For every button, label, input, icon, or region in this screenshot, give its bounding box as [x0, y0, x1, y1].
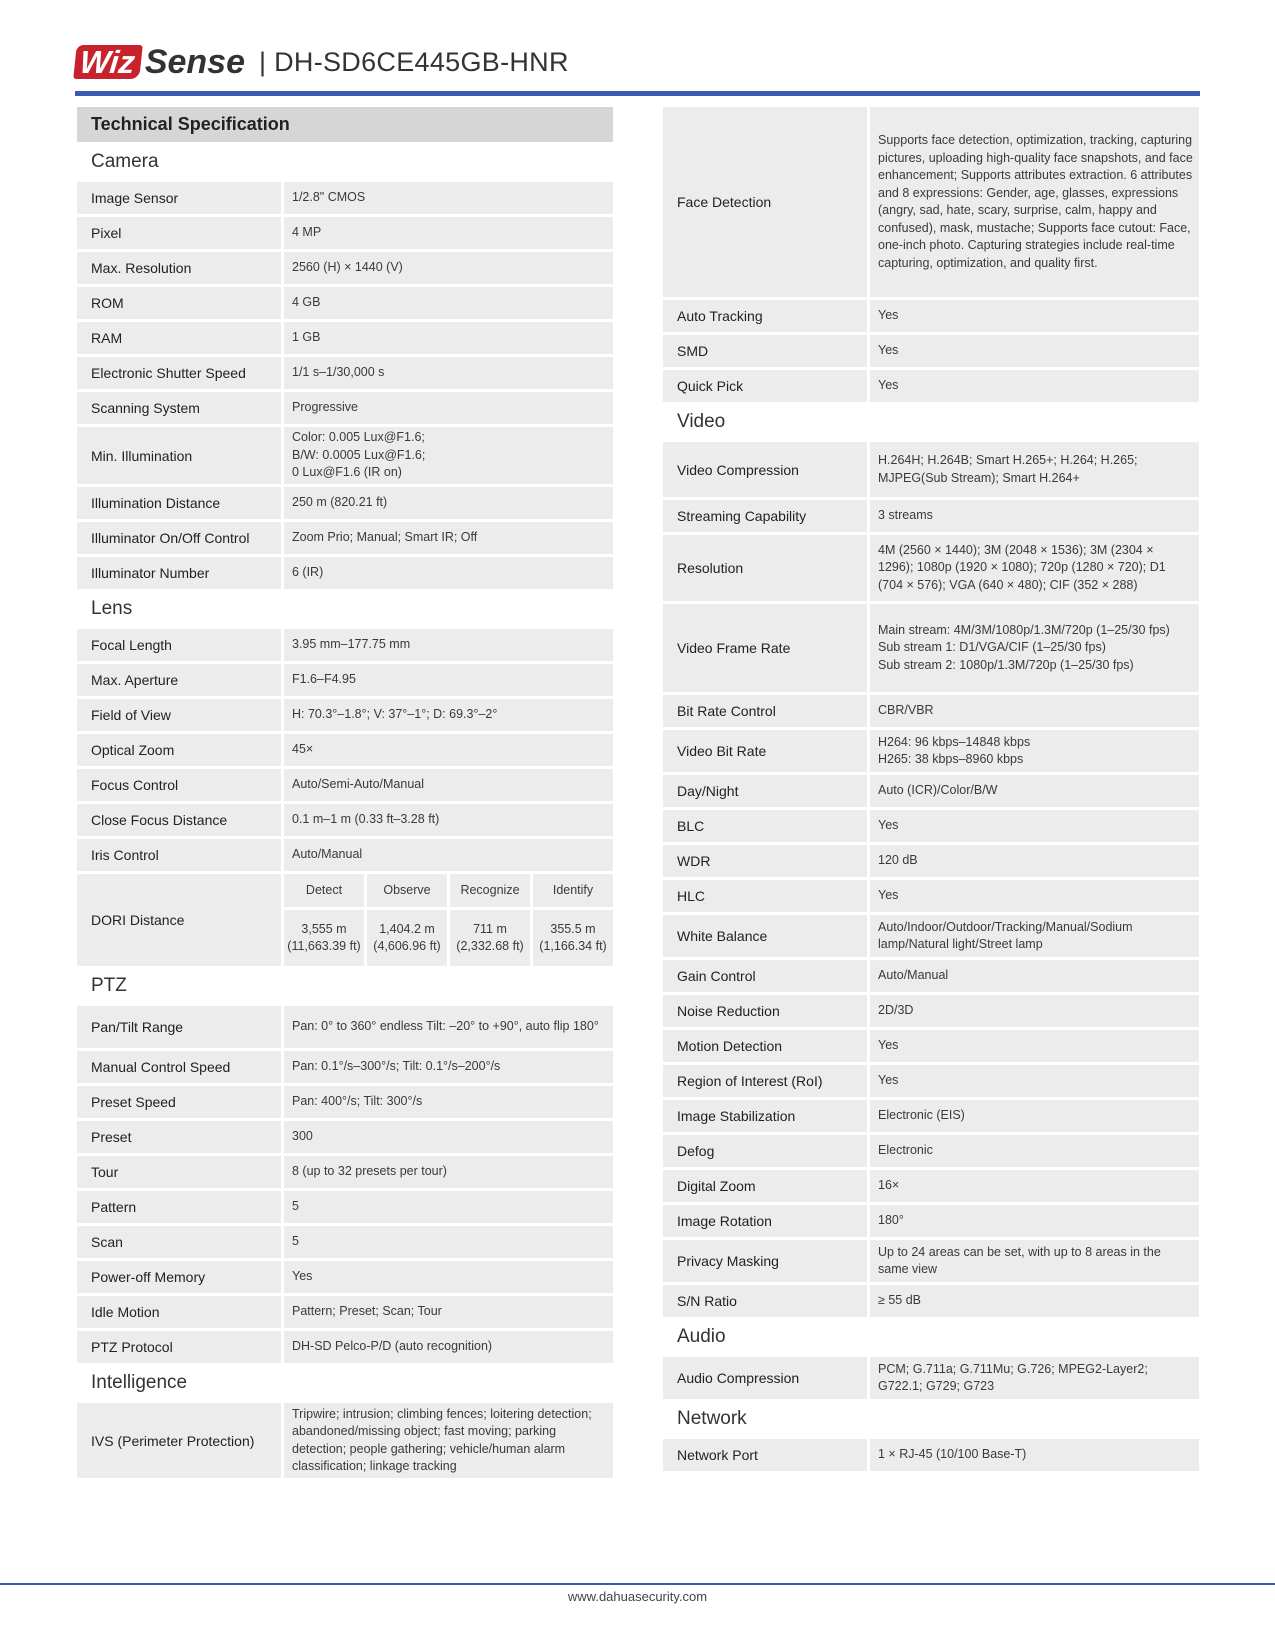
spec-label: White Balance — [663, 915, 867, 957]
spec-label: Max. Resolution — [77, 252, 281, 284]
spec-row — [77, 487, 613, 519]
spec-row — [77, 522, 613, 554]
model-number: | DH-SD6CE445GB-HNR — [259, 46, 569, 77]
spec-label: IVS (Perimeter Protection) — [77, 1403, 281, 1478]
spec-row — [77, 427, 613, 484]
dori-value: 1,404.2 m (4,606.96 ft) — [367, 910, 447, 966]
spec-label: Video Compression — [663, 442, 867, 497]
spec-value: 4M (2560 × 1440); 3M (2048 × 1536); 3M (2304 × 1296); 1080p (1920 × 1080); 720p (1280 × 720); D1 (704 × 576); VGA (640 × 480); CIF (352 × 288) — [870, 535, 1199, 601]
spec-row — [77, 1331, 613, 1363]
spec-value: 45× — [284, 734, 613, 766]
spec-value: Yes — [284, 1261, 613, 1293]
spec-row — [663, 960, 1199, 992]
spec-value: 1 × RJ-45 (10/100 Base-T) — [870, 1439, 1199, 1471]
spec-title: Technical Specification — [77, 107, 613, 142]
spec-row — [77, 1086, 613, 1118]
spec-value: CBR/VBR — [870, 695, 1199, 727]
spec-label: Tour — [77, 1156, 281, 1188]
spec-value: Yes — [870, 1030, 1199, 1062]
spec-row — [663, 915, 1199, 957]
spec-row — [77, 252, 613, 284]
spec-value: PCM; G.711a; G.711Mu; G.726; MPEG2-Layer2; G722.1; G729; G723 — [870, 1357, 1199, 1399]
spec-value: 5 — [284, 1191, 613, 1223]
spec-label: S/N Ratio — [663, 1285, 867, 1317]
section-heading-ptz: PTZ — [91, 975, 127, 996]
spec-column-right — [663, 107, 1199, 1474]
spec-value: Pan: 0.1°/s–300°/s; Tilt: 0.1°/s–200°/s — [284, 1051, 613, 1083]
spec-row — [663, 810, 1199, 842]
spec-label: Iris Control — [77, 839, 281, 871]
spec-value: Yes — [870, 810, 1199, 842]
spec-row — [77, 1156, 613, 1188]
spec-value: Yes — [870, 1065, 1199, 1097]
spec-row — [77, 392, 613, 424]
spec-label: Preset Speed — [77, 1086, 281, 1118]
dori-header-row — [284, 874, 613, 907]
spec-row — [663, 995, 1199, 1027]
spec-value: H.264H; H.264B; Smart H.265+; H.264; H.265; MJPEG(Sub Stream); Smart H.264+ — [870, 442, 1199, 497]
spec-label: Region of Interest (RoI) — [663, 1065, 867, 1097]
spec-row — [77, 357, 613, 389]
spec-value: 300 — [284, 1121, 613, 1153]
spec-value: Tripwire; intrusion; climbing fences; loitering detection; abandoned/missing object; fast moving; parking detection; people gathering; vehicle/human alarm classification; linkage tracking — [284, 1403, 613, 1478]
section-heading-network: Network — [677, 1408, 747, 1429]
spec-label: Close Focus Distance — [77, 804, 281, 836]
spec-value: Yes — [870, 880, 1199, 912]
spec-label: Network Port — [663, 1439, 867, 1471]
spec-value: 120 dB — [870, 845, 1199, 877]
spec-row — [663, 1135, 1199, 1167]
spec-row — [663, 107, 1199, 297]
spec-row — [663, 370, 1199, 402]
section-heading-intelligence: Intelligence — [91, 1372, 188, 1393]
spec-value: 8 (up to 32 presets per tour) — [284, 1156, 613, 1188]
spec-value: Yes — [870, 300, 1199, 332]
spec-row — [663, 1205, 1199, 1237]
spec-label: Optical Zoom — [77, 734, 281, 766]
spec-column-left — [77, 107, 613, 1481]
spec-value: 16× — [870, 1170, 1199, 1202]
spec-label: HLC — [663, 880, 867, 912]
spec-value: Pan: 0° to 360° endless Tilt: –20° to +90°, auto flip 180° — [284, 1006, 613, 1048]
spec-row — [663, 1170, 1199, 1202]
spec-label: Streaming Capability — [663, 500, 867, 532]
spec-row — [77, 217, 613, 249]
spec-label: Preset — [77, 1121, 281, 1153]
wizsense-logo — [75, 43, 245, 82]
spec-value: Auto/Indoor/Outdoor/Tracking/Manual/Sodium lamp/Natural light/Street lamp — [870, 915, 1199, 957]
spec-value: Electronic (EIS) — [870, 1100, 1199, 1132]
spec-label: Focus Control — [77, 769, 281, 801]
spec-label: Pan/Tilt Range — [77, 1006, 281, 1048]
spec-label: Bit Rate Control — [663, 695, 867, 727]
spec-value: Supports face detection, optimization, tracking, capturing pictures, uploading high-quality face snapshots, and face enhancement; Supports attributes extraction. 6 attributes and 8 expressions: Gender, age, glasses, expressions (angry, sad, hate, scary, surprise, calm, happy and confused), mask, mustache; Supports face cutout: Face, one-inch photo. Capturing strategies include real-time capturing, optimization, and quality first. — [870, 107, 1199, 297]
spec-value: Up to 24 areas can be set, with up to 8 areas in the same view — [870, 1240, 1199, 1282]
spec-label: Video Bit Rate — [663, 730, 867, 772]
spec-row — [77, 734, 613, 766]
spec-row — [663, 1439, 1199, 1471]
spec-row — [663, 1030, 1199, 1062]
spec-row — [77, 1261, 613, 1293]
spec-row — [663, 335, 1199, 367]
spec-value: 2560 (H) × 1440 (V) — [284, 252, 613, 284]
spec-label: Image Rotation — [663, 1205, 867, 1237]
spec-value: 180° — [870, 1205, 1199, 1237]
dori-header: Recognize — [450, 874, 530, 907]
spec-label: ROM — [77, 287, 281, 319]
dori-header: Observe — [367, 874, 447, 907]
spec-value: 3 streams — [870, 500, 1199, 532]
spec-row — [663, 695, 1199, 727]
spec-value: Pan: 400°/s; Tilt: 300°/s — [284, 1086, 613, 1118]
dori-header: Detect — [284, 874, 364, 907]
spec-row — [77, 699, 613, 731]
spec-value: 3.95 mm–177.75 mm — [284, 629, 613, 661]
dori-value-row — [284, 910, 613, 966]
spec-row — [77, 1006, 613, 1048]
spec-row — [663, 1065, 1199, 1097]
spec-row — [663, 300, 1199, 332]
spec-label: Audio Compression — [663, 1357, 867, 1399]
spec-value: Zoom Prio; Manual; Smart IR; Off — [284, 522, 613, 554]
spec-label: DORI Distance — [77, 874, 281, 966]
spec-label: Defog — [663, 1135, 867, 1167]
logo-wiz: Wiz — [73, 45, 142, 79]
spec-value: 0.1 m–1 m (0.33 ft–3.28 ft) — [284, 804, 613, 836]
spec-label: Max. Aperture — [77, 664, 281, 696]
spec-row — [77, 287, 613, 319]
spec-row — [77, 1121, 613, 1153]
spec-value: Auto (ICR)/Color/B/W — [870, 775, 1199, 807]
spec-value: ≥ 55 dB — [870, 1285, 1199, 1317]
spec-label: Min. Illumination — [77, 427, 281, 484]
spec-value: 5 — [284, 1226, 613, 1258]
spec-value: H: 70.3°–1.8°; V: 37°–1°; D: 69.3°–2° — [284, 699, 613, 731]
dori-value: 355.5 m (1,166.34 ft) — [533, 910, 613, 966]
dori-distance-row — [77, 874, 613, 966]
spec-row — [663, 1100, 1199, 1132]
spec-row — [663, 500, 1199, 532]
spec-row — [663, 775, 1199, 807]
spec-row — [663, 730, 1199, 772]
spec-label: Gain Control — [663, 960, 867, 992]
spec-row — [663, 535, 1199, 601]
spec-value: Yes — [870, 335, 1199, 367]
spec-value: 4 GB — [284, 287, 613, 319]
spec-value: Yes — [870, 370, 1199, 402]
spec-value: Pattern; Preset; Scan; Tour — [284, 1296, 613, 1328]
spec-row — [77, 769, 613, 801]
section-heading-camera: Camera — [91, 151, 159, 172]
spec-value: F1.6–F4.95 — [284, 664, 613, 696]
spec-label: WDR — [663, 845, 867, 877]
spec-row — [77, 1226, 613, 1258]
spec-row — [663, 1240, 1199, 1282]
spec-label: Scanning System — [77, 392, 281, 424]
spec-value: H264: 96 kbps–14848 kbps H265: 38 kbps–8960 kbps — [870, 730, 1199, 772]
spec-label: Auto Tracking — [663, 300, 867, 332]
spec-value: Progressive — [284, 392, 613, 424]
spec-value: Auto/Manual — [284, 839, 613, 871]
spec-row — [663, 880, 1199, 912]
spec-label: Motion Detection — [663, 1030, 867, 1062]
spec-value: Color: 0.005 Lux@F1.6; B/W: 0.0005 Lux@F1.6; 0 Lux@F1.6 (IR on) — [284, 427, 613, 484]
spec-row — [77, 839, 613, 871]
spec-row — [77, 664, 613, 696]
spec-label: Face Detection — [663, 107, 867, 297]
spec-label: Image Stabilization — [663, 1100, 867, 1132]
spec-label: Illumination Distance — [77, 487, 281, 519]
footer-url: www.dahuasecurity.com — [567, 1589, 708, 1604]
spec-row — [77, 629, 613, 661]
spec-label: Illuminator Number — [77, 557, 281, 589]
spec-value: 1/1 s–1/30,000 s — [284, 357, 613, 389]
page-header — [75, 40, 569, 84]
spec-row — [77, 1191, 613, 1223]
spec-row — [663, 442, 1199, 497]
spec-label: Resolution — [663, 535, 867, 601]
spec-value: 2D/3D — [870, 995, 1199, 1027]
dori-table — [284, 874, 613, 966]
spec-value: Auto/Manual — [870, 960, 1199, 992]
spec-label: Quick Pick — [663, 370, 867, 402]
spec-label: Illuminator On/Off Control — [77, 522, 281, 554]
dori-value: 711 m (2,332.68 ft) — [450, 910, 530, 966]
spec-row — [77, 557, 613, 589]
spec-label: RAM — [77, 322, 281, 354]
section-heading-audio: Audio — [677, 1326, 726, 1347]
spec-row — [77, 1296, 613, 1328]
spec-label: SMD — [663, 335, 867, 367]
spec-row — [77, 182, 613, 214]
spec-label: Image Sensor — [77, 182, 281, 214]
spec-label: Focal Length — [77, 629, 281, 661]
spec-value: Auto/Semi-Auto/Manual — [284, 769, 613, 801]
spec-label: Field of View — [77, 699, 281, 731]
spec-label: Electronic Shutter Speed — [77, 357, 281, 389]
spec-row — [77, 1403, 613, 1478]
spec-row — [663, 845, 1199, 877]
logo-sense: Sense — [144, 42, 245, 81]
spec-label: Digital Zoom — [663, 1170, 867, 1202]
spec-row — [663, 1357, 1199, 1399]
section-heading-lens: Lens — [91, 598, 133, 619]
spec-label: Day/Night — [663, 775, 867, 807]
spec-value: 4 MP — [284, 217, 613, 249]
spec-label: Pixel — [77, 217, 281, 249]
spec-value: 1 GB — [284, 322, 613, 354]
spec-label: Manual Control Speed — [77, 1051, 281, 1083]
header-divider — [75, 91, 1200, 96]
spec-value: 1/2.8" CMOS — [284, 182, 613, 214]
spec-value: Main stream: 4M/3M/1080p/1.3M/720p (1–25/30 fps) Sub stream 1: D1/VGA/CIF (1–25/30 fps) Sub stream 2: 1080p/1.3M/720p (1–25/30 fps) — [870, 604, 1199, 692]
spec-row — [663, 1285, 1199, 1317]
spec-label: Idle Motion — [77, 1296, 281, 1328]
section-heading-video: Video — [677, 411, 726, 432]
spec-label: PTZ Protocol — [77, 1331, 281, 1363]
spec-label: Noise Reduction — [663, 995, 867, 1027]
spec-row — [77, 322, 613, 354]
spec-label: Video Frame Rate — [663, 604, 867, 692]
spec-value: DH-SD Pelco-P/D (auto recognition) — [284, 1331, 613, 1363]
spec-label: Pattern — [77, 1191, 281, 1223]
spec-label: BLC — [663, 810, 867, 842]
spec-label: Scan — [77, 1226, 281, 1258]
spec-row — [77, 804, 613, 836]
spec-label: Privacy Masking — [663, 1240, 867, 1282]
spec-value: Electronic — [870, 1135, 1199, 1167]
spec-value: 250 m (820.21 ft) — [284, 487, 613, 519]
spec-row — [77, 1051, 613, 1083]
dori-header: Identify — [533, 874, 613, 907]
footer-divider — [0, 1583, 1275, 1585]
dori-value: 3,555 m (11,663.39 ft) — [284, 910, 364, 966]
spec-row — [663, 604, 1199, 692]
spec-label: Power-off Memory — [77, 1261, 281, 1293]
spec-value: 6 (IR) — [284, 557, 613, 589]
